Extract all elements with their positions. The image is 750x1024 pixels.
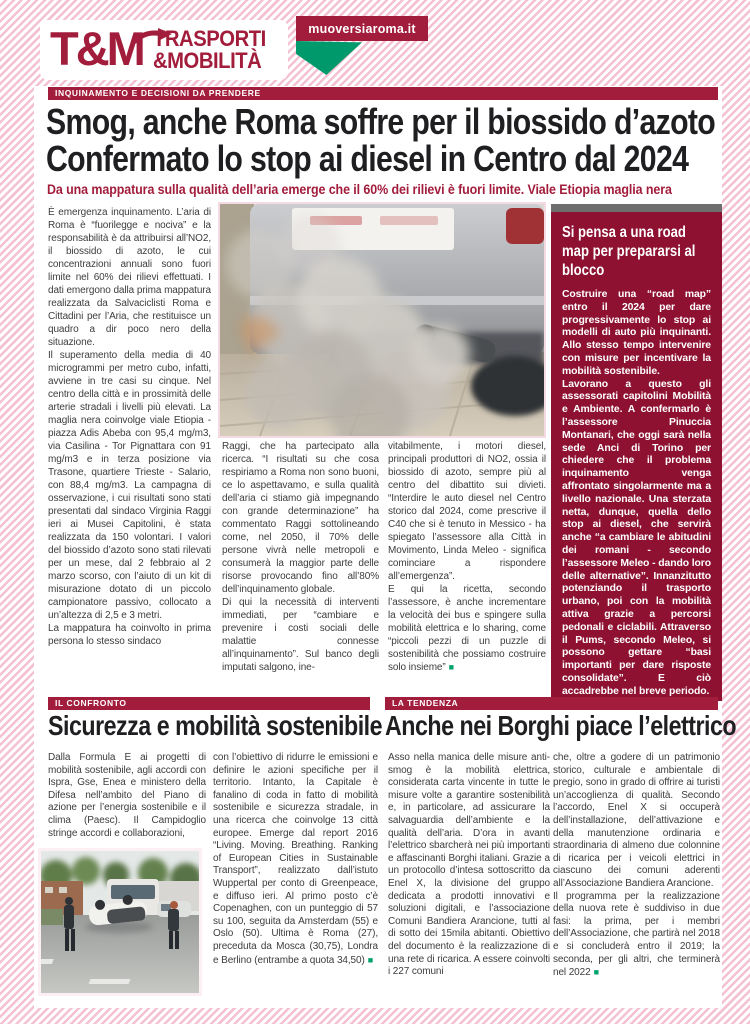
article-paragraph: La mappatura ha coinvolto in prima persona lo stesso sindaco [48,623,211,647]
article-text: Il programma per la realizzazione della nuova rete è suddiviso in due fasi: la prima, per i membri dell’Associazione, che partirà nel 2018 e si concluderà entro il 2019; la seconda, per gli altri, che terminerà nel 2022 [553,890,720,979]
article-text: E qui la ricetta, secondo l’assessore, è anche incrementare la velocità dei bus e spingere sulla mobilità elettrica e lo sharing, come “piccoli pezzi di un puzzle di sostenibilità che possiamo costruire solo insieme” [388,584,546,673]
overturned-car-photo [38,848,202,996]
article-paragraph: Dalla Formula E ai progetti di mobilità sostenibile, agli accordi con Ispra, Gse, Enea e ministero della Difesa nell’ambito del Piano di azione per l’energia sostenibile e il clima (Paesc). Il Campidoglio stringe accordi e collaborazioni, [48,752,206,839]
main-headline-line2: Confermato lo stop ai diesel in Centro dal 2024 [46,138,689,179]
logo-line1: TRASPORTI [152,26,266,51]
logo-line2: &MOBILITÀ [152,48,262,73]
article-paragraph: Il superamento della media di 40 microgrammi per metro cubo, infatti, avviene in tre casi su cinque. Nel centro della città e in prossimità delle arterie stradali i livelli più elevati. La maglia nera coinvolge viale Etiopia - piazza Adis Abeba con 95,4 mg/m3, via Casilina - Tor Pignattara con 91 mg/m3 e in terza posizione via Trasone, quartiere Trieste - Salario, con 88,4 mg/m3. La campagna di osservazione, i cui risultati sono stati presentati dal sindaco Virginia Raggi ieri ai Musei Capitolini, è stata realizzata da 150 volontari. I valori del biossido d’azoto sono stati rilevati per un mese, dal 2 febbraio al 2 marzo scorso, con l’aiuto di un kit di misurazione dotato di un piccolo campionatore passivo, collocato a un’altezza di 2,5 e 3 metri. [48,350,211,621]
end-square-marker: ■ [367,954,374,965]
article-paragraph: che, oltre a godere di un patrimonio storico, culturale e ambientale di pregio, sono in grado di offrire ai turisti un’accoglienza di qualità. Secondo l’accordo, Enel X si occuperà dell’installazione, dell’attivazione e della manutenzione ordinaria e straordinaria di almeno due colonnine di ricarica per i veicoli elettrici in ciascuno dei comuni aderenti all’Associazione Bandiera Arancione. [553,752,720,889]
article-paragraph [388,583,546,674]
bottom-left-column-2 [213,752,378,1010]
article-paragraph [213,752,378,967]
article-paragraph: Asso nella manica delle misure anti-smog è la mobilità elettrica, considerata carta vincente in tutte le misure volte a garantire sostenibilità e, in particolare, ad assicurare la salvaguardia dell’ambiente e la qualità dell’aria. D’ora in avanti l’elettrico sbarcherà nei più importanti e affascinanti Borghi italiani. Grazie a un protocollo d’intesa sottoscritto da Enel X, la divisione del gruppo dedicata a prodotti innovativi e soluzioni digitali, e l’associazione Comuni Bandiera Arancione, tutti al di sotto dei 15mila abitanti. Obiettivo del documento è la realizzazione di una rete di ricarica. A essere coinvolti i 227 comuni [388,752,550,978]
sidebar-paragraph: Costruire una “road map” entro il 2024 per dare progressivamente lo stop ai modelli di auto più inquinanti. Allo stesso tempo intervenire con misure per incentivare la mobilità sostenibile. [562,289,711,377]
bottom-left-headline: Sicurezza e mobilità sostenibile [48,710,383,741]
tm-logo-acronym: T&M [50,22,143,75]
main-article-column-3 [388,440,546,702]
bottom-right-column-2 [553,752,720,1011]
main-headline-line1: Smog, anche Roma soffre per il biossido d’azoto [46,101,716,142]
bottom-right-column-1 [388,752,550,1011]
tm-logo [40,20,288,80]
bottom-left-column-1 [48,752,206,842]
bottom-left-kicker: IL CONFRONTO [48,697,370,710]
roadmap-sidebar-box [551,204,722,701]
article-paragraph: È emergenza inquinamento. L’aria di Roma è “fuorilegge e nociva” e la responsabilità è da attribuirsi all’NO2, il biossido di azoto, le cui concentrazioni annuali sono fuori limite nel 60% dei rilievi effettuati. I dati emergono dalla prima mappatura realizzata da Salvaciclisti Roma e Cittadini per l’Aria, che restituisce un quadro a dir poco nero della situazione. [48,207,211,348]
main-kicker: INQUINAMENTO E DECISIONI DA PRENDERE [48,87,718,100]
badge-ribbon [296,41,362,75]
exhaust-smoke-photo [218,202,546,438]
main-article-column-2 [222,440,379,702]
article-paragraph [553,891,720,980]
sidebar-body [551,212,722,701]
bottom-right-headline: Anche nei Borghi piace l’elettrico [385,710,737,741]
end-square-marker: ■ [448,662,454,672]
end-square-marker: ■ [593,967,599,978]
main-subhead: Da una mappatura sulla qualità dell’aria emerge che il 60% dei rilievi è fuori limite. Viale Etiopia maglia nera [47,181,672,197]
article-paragraph: vitabilmente, i motori diesel, principali produttori di NO2, ossia il biossido di azoto, sempre più al centro del dibattito sui divieti. “Interdire le auto diesel nel Centro storico dal 2024, come prescrive il C40 che si è tenuto in Messico - ha spiegato l’assessore alla Città in Movimento, Linda Meleo - significa cominciare a rispondere all’emergenza”. [388,441,546,582]
sidebar-topbar [551,204,722,212]
site-badge-link[interactable]: muoversiaroma.it [296,16,428,41]
sidebar-paragraph: Lavorano a questo gli assessorati capitolini Mobilità e Ambiente. A confermarlo è l’assessore Pinuccia Montanari, che oggi sarà nella sede Anci di Torino per chiedere che il problema inquinamento venga affrontato singolarmente ma a livello nazionale. Una sterzata netta, dunque, quella dello stop ai diesel, che servirà anche “a cambiare le abitudini dei romani - secondo l’assessore Meleo - dando loro delle alternative”. Innanzitutto potenziando il trasporto urbano, poi con la mobilità attiva grazie a percorsi pedonali e ciclabili. Attraverso il Pums, secondo Meleo, si possono gettare “basi importanti per dare risposte consolidate”. E ciò accadrebbe nel breve periodo. [562,378,711,697]
main-article-column-1 [48,206,211,702]
bottom-right-kicker: LA TENDENZA [385,697,718,710]
article-paragraph: Raggi, che ha partecipato alla ricerca. “I risultati su che cosa respiriamo a Roma non sono buoni, ce lo aspettavamo, e sulla qualità dell’aria ci stiamo già impegnando con grande determinazione” ha commentato Raggi sottolineando come, nel 2050, il 70% delle persone vivrà nelle metropoli e consumerà la maggior parte delle risorse provocando fino all’80% dell’inquinamento globale. [222,441,379,595]
sidebar-title: Si pensa a una road map per prepararsi al blocco [562,224,696,279]
article-text: con l’obiettivo di ridurre le emissioni e definire le azioni specifiche per il territorio. Intanto, la Capitale è fanalino di coda in fatto di mobilità sostenibile e sicurezza stradale, in una ricerca che coinvolge 13 città europee. Emerge dal report 2016 “Living. Moving. Breathing. Ranking of European Cities in Sustainable Transport”, realizzato dall’istuto Wuppertal per conto di Greenpeace, e diffuso ieri. Al primo posto c’è Copenaghen, con un punteggio di 57 su 100, seguita da Amsterdam (55) e Oslo (50). Ultima è Roma (27), preceduta da Mosca (30,75), Londra e Berlino (entrambe a quota 34,50) [213,752,378,966]
tm-logo-wordmark [153,28,266,72]
article-paragraph: Di qui la necessità di interventi immediati, per “cambiare e prevenire i costi sociali delle malattie connesse all’inquinamento”. Sul banco degli imputati salgono, ine- [222,597,379,673]
